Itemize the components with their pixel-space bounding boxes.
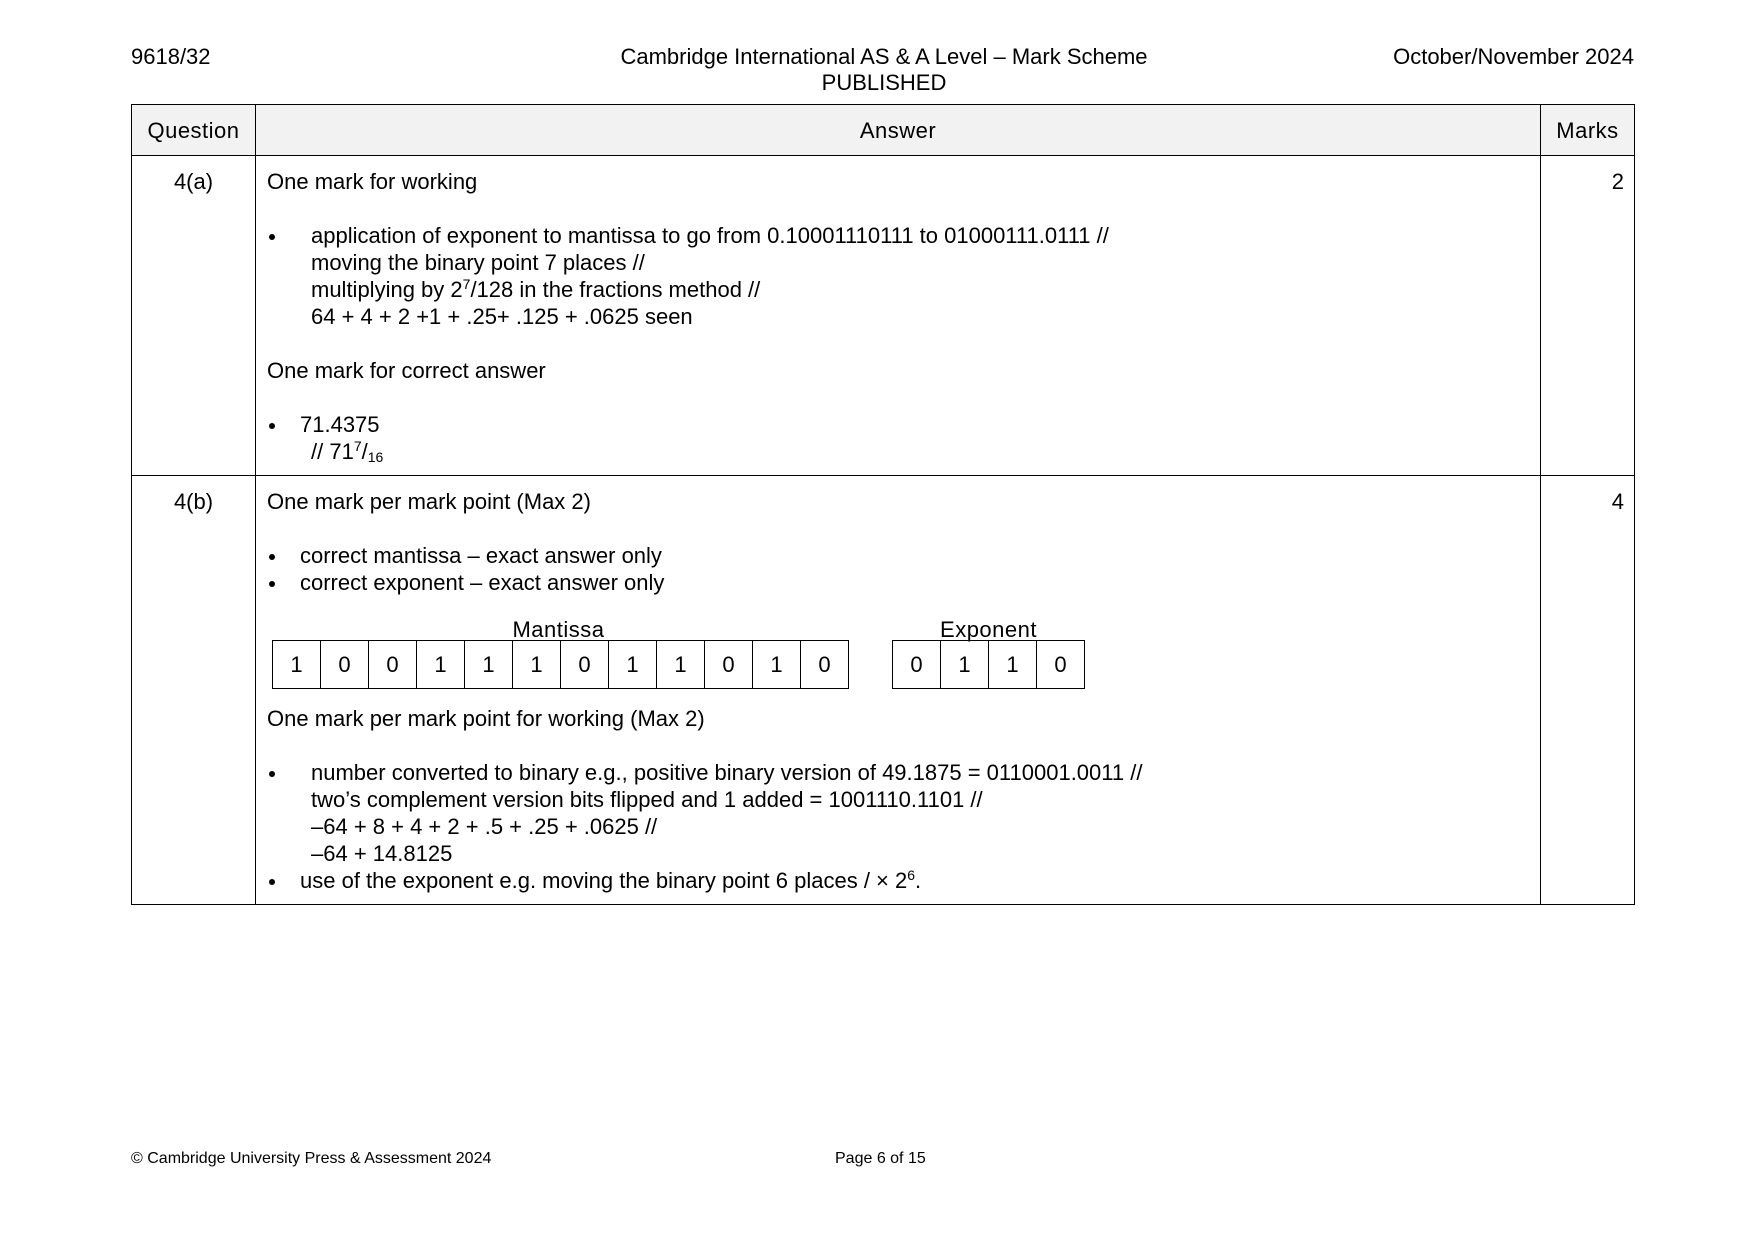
mantissa-label: Mantissa: [512, 617, 605, 642]
mark-intro: One mark for working: [267, 169, 478, 194]
mantissa-bit: 0: [321, 641, 369, 688]
exponent-bit: 1: [941, 641, 989, 688]
working-line: –64 + 8 + 4 + 2 + .5 + .25 + .0625 //: [311, 814, 658, 839]
column-header-question: Question: [132, 105, 256, 156]
working-bullet: [267, 867, 1528, 894]
marks-value: 4: [1541, 476, 1635, 905]
answer-bullet: [267, 411, 1528, 438]
marks-value: 2: [1541, 156, 1635, 476]
bullet-icon: [269, 879, 275, 885]
answer-cell: [256, 476, 1541, 905]
exponent-bit: 0: [1054, 652, 1067, 677]
working-line: 64 + 4 + 2 +1 + .25+ .125 + .0625 seen: [311, 304, 693, 329]
table-header-row: [132, 105, 1635, 156]
alternative-answer: // $71^7/_{16}$: [311, 438, 384, 465]
working-intro: One mark per mark point for working (Max 2): [267, 706, 705, 731]
mantissa-bit: 0: [705, 641, 753, 688]
bullet-icon: [269, 771, 275, 777]
working-line: multiplying by $2^7/128$ in the fractions method //: [311, 276, 761, 302]
mark-point: correct mantissa – exact answer only: [267, 542, 1528, 569]
exponent-bit: 0: [893, 641, 941, 688]
mantissa-bit: 1: [465, 641, 513, 688]
document-status: PUBLISHED: [821, 70, 947, 95]
table-row: [132, 476, 1635, 905]
working-line: two’s complement version bits flipped and 1 added = 1001110.1101 //: [311, 787, 983, 812]
mark-point: correct exponent – exact answer only: [267, 569, 1528, 596]
column-header-marks: Marks: [1541, 105, 1635, 156]
exam-session: October/November 2024: [1393, 44, 1634, 69]
mark-scheme-table: [131, 104, 1635, 905]
answer-intro: One mark for correct answer: [267, 358, 546, 383]
mantissa-bit: 1: [417, 641, 465, 688]
working-line: number converted to binary e.g., positive binary version of 49.1875 = 0110001.0011 //: [311, 760, 1143, 785]
mantissa-register: [272, 640, 849, 689]
mark-intro: One mark per mark point (Max 2): [267, 489, 591, 514]
bullet-icon: [269, 554, 275, 560]
column-header-answer: Answer: [256, 105, 1541, 156]
copyright-notice: © Cambridge University Press & Assessment 2024: [131, 1150, 492, 1167]
answer-cell: [256, 156, 1541, 476]
mantissa-bit: 0: [818, 652, 831, 677]
question-number: 4(a): [132, 156, 256, 476]
working-bullet: [267, 222, 1528, 330]
working-bullet: [267, 759, 1528, 867]
bullet-icon: [269, 234, 275, 240]
mantissa-bit: 1: [513, 641, 561, 688]
exponent-label: Exponent: [940, 617, 1037, 642]
bullet-icon: [269, 423, 275, 429]
binary-registers: [267, 616, 1528, 692]
mantissa-bit: 0: [561, 641, 609, 688]
paper-code: 9618/32: [131, 44, 211, 69]
mantissa-bit: 1: [609, 641, 657, 688]
working-line: application of exponent to mantissa to go from 0.10001110111 to 01000111.0111 //: [311, 223, 1109, 248]
table-row: [132, 156, 1635, 476]
working-line: use of the exponent e.g. moving the binary point 6 places / × $2^6$.: [300, 867, 922, 893]
mantissa-bit: 1: [657, 641, 705, 688]
exponent-register: [892, 640, 1085, 689]
bullet-icon: [269, 581, 275, 587]
working-line: –64 + 14.8125: [311, 841, 453, 866]
mantissa-bit: 1: [273, 641, 321, 688]
document-title: Cambridge International AS & A Level – Mark Scheme: [620, 44, 1148, 69]
exponent-bit: 1: [989, 641, 1037, 688]
question-number: 4(b): [132, 476, 256, 905]
mantissa-bit: 0: [369, 641, 417, 688]
correct-answer: 71.4375: [300, 412, 380, 437]
mantissa-bit: 1: [753, 641, 801, 688]
page-number: Page 6 of 15: [835, 1150, 926, 1167]
working-line: moving the binary point 7 places //: [311, 250, 645, 275]
